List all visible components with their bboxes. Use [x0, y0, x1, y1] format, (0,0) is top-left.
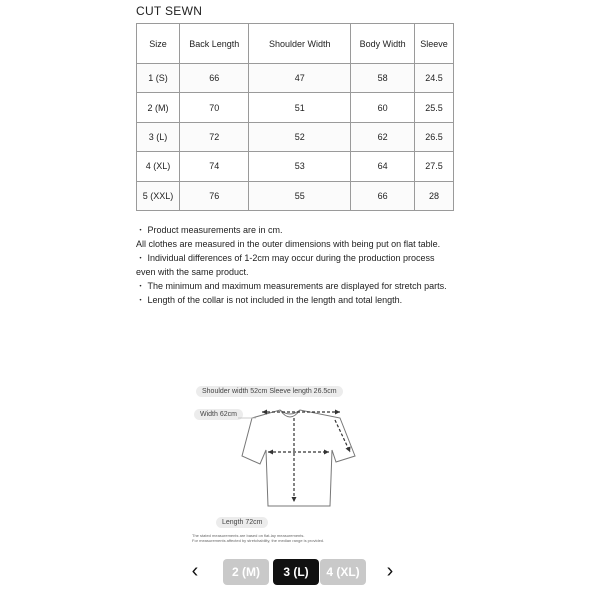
table-cell: 55 — [249, 181, 351, 210]
note-text: ・ Length of the collar is not included in the length and total length. — [136, 295, 403, 305]
table-cell: 66 — [179, 64, 249, 93]
size-button-l-active[interactable]: 3 (L) — [273, 559, 319, 585]
size-button-xl[interactable]: 4 (XL) — [320, 559, 366, 585]
table-cell: 58 — [351, 64, 415, 93]
size-chart-table — [136, 23, 454, 211]
width-label: Width 62cm — [194, 409, 243, 420]
size-pager — [185, 558, 405, 588]
length-label: Length 72cm — [216, 517, 268, 528]
table-cell: 66 — [351, 181, 415, 210]
table-cell: 2 (M) — [137, 93, 180, 122]
table-cell: 70 — [179, 93, 249, 122]
table-cell: 47 — [249, 64, 351, 93]
measurement-diagram — [190, 378, 390, 548]
page-title: CUT SEWN — [136, 4, 203, 18]
measurement-notes — [136, 223, 456, 307]
column-header: Sleeve — [415, 24, 454, 64]
table-cell: 28 — [415, 181, 454, 210]
table-cell: 1 (S) — [137, 64, 180, 93]
table-cell: 25.5 — [415, 93, 454, 122]
fineprint-line: The stated measurements are based on flat-lay measurements. — [192, 533, 305, 538]
note-text: ・ Individual differences of 1-2cm may occur during the production process even with the same product. — [136, 253, 435, 277]
table-row — [137, 64, 454, 93]
fineprint-line: For measurements affected by stretchability, the median range is provided. — [192, 538, 325, 543]
column-header: Body Width — [351, 24, 415, 64]
table-cell: 3 (L) — [137, 122, 180, 151]
table-cell: 53 — [249, 152, 351, 181]
note-text: ・ The minimum and maximum measurements are displayed for stretch parts. — [136, 281, 447, 291]
table-cell: 72 — [179, 122, 249, 151]
table-cell: 51 — [249, 93, 351, 122]
table-row — [137, 122, 454, 151]
column-header: Back Length — [179, 24, 249, 64]
table-cell: 60 — [351, 93, 415, 122]
chevron-right-icon[interactable]: › — [386, 560, 394, 582]
diagram-fineprint — [192, 533, 324, 543]
column-header: Shoulder Width — [249, 24, 351, 64]
table-row — [137, 152, 454, 181]
table-cell: 4 (XL) — [137, 152, 180, 181]
table-cell: 74 — [179, 152, 249, 181]
size-button-m[interactable]: 2 (M) — [223, 559, 269, 585]
note-text: ・ Product measurements are in cm. — [136, 225, 283, 235]
note-text: All clothes are measured in the outer dimensions with being put on flat table. — [136, 239, 441, 249]
chevron-left-icon[interactable]: ‹ — [191, 560, 199, 582]
table-row — [137, 93, 454, 122]
table-cell: 27.5 — [415, 152, 454, 181]
table-row — [137, 181, 454, 210]
table-cell: 5 (XXL) — [137, 181, 180, 210]
table-header-row — [137, 24, 454, 64]
table-cell: 64 — [351, 152, 415, 181]
table-cell: 76 — [179, 181, 249, 210]
table-cell: 52 — [249, 122, 351, 151]
table-cell: 24.5 — [415, 64, 454, 93]
column-header: Size — [137, 24, 180, 64]
table-cell: 26.5 — [415, 122, 454, 151]
shoulder-sleeve-label: Shoulder width 52cm Sleeve length 26.5cm — [196, 386, 343, 397]
table-cell: 62 — [351, 122, 415, 151]
